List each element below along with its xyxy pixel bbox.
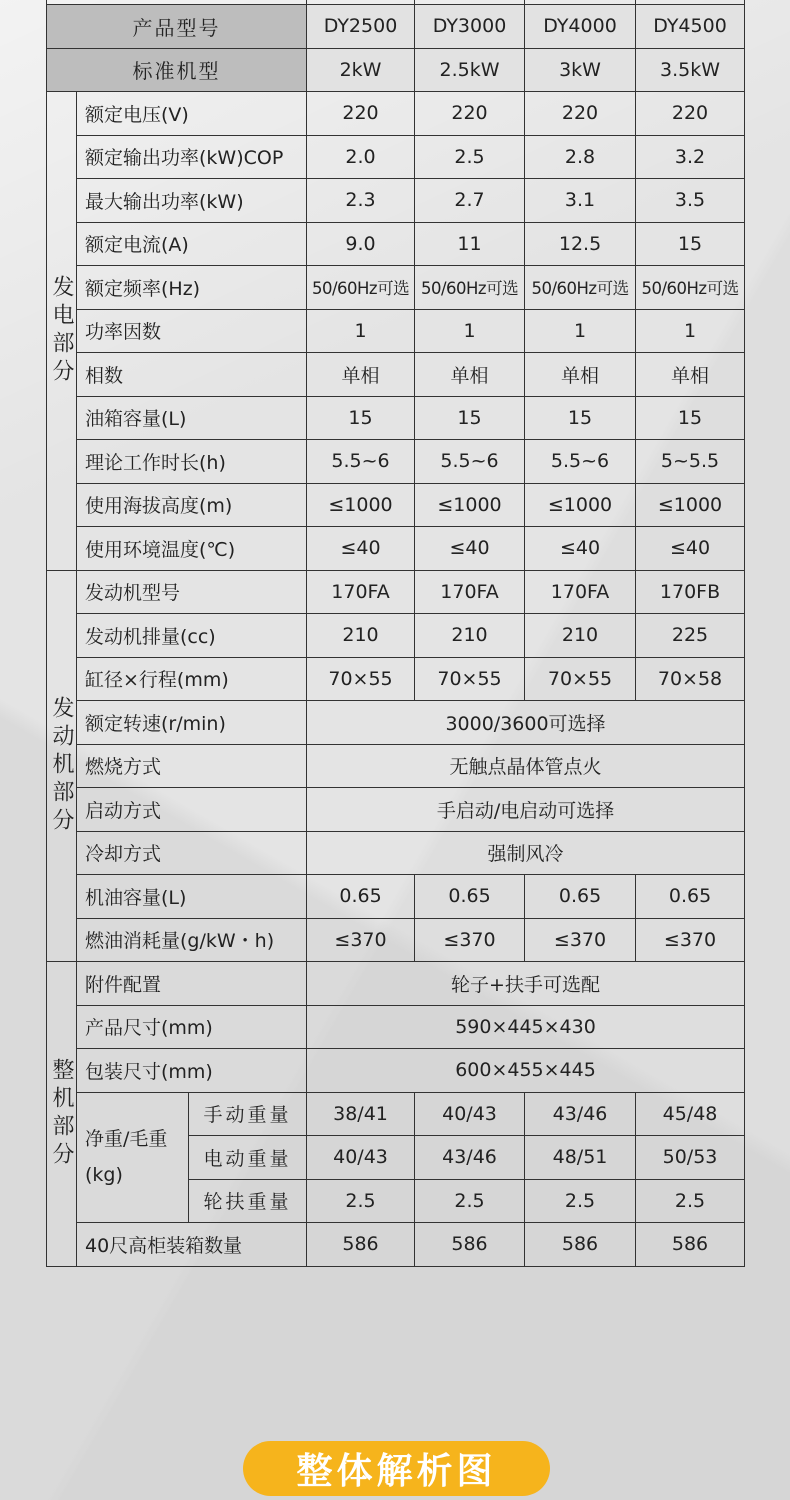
value-cell: ≤370 [307, 918, 415, 962]
value-cell: 2.3 [307, 179, 415, 223]
param-label: 冷却方式 [77, 831, 307, 875]
param-label: 燃烧方式 [77, 744, 307, 788]
value-cell: 220 [636, 92, 745, 136]
weight-label-line2: (kg) [85, 1164, 123, 1187]
value-cell: 0.65 [307, 875, 415, 919]
model-cell: DY4000 [525, 5, 636, 49]
param-label: 机油容量(L) [77, 875, 307, 919]
param-label: 启动方式 [77, 788, 307, 832]
type-cell: 2.5kW [415, 48, 525, 92]
param-label: 发动机型号 [77, 570, 307, 614]
table-row [47, 744, 745, 788]
sub-label: 轮扶重量 [189, 1179, 307, 1223]
overview-banner: 整体解析图 [243, 1441, 550, 1496]
value-cell: 2.5 [307, 1179, 415, 1223]
value-cell: ≤1000 [636, 483, 745, 527]
param-label: 额定电流(A) [77, 222, 307, 266]
table-row [47, 875, 745, 919]
value-cell: 220 [415, 92, 525, 136]
table-row [47, 92, 745, 136]
value-cell: 15 [307, 396, 415, 440]
table-row [47, 788, 745, 832]
param-label: 燃油消耗量(g/kW・h) [77, 918, 307, 962]
value-cell: ≤40 [636, 527, 745, 571]
value-cell: 2.8 [525, 135, 636, 179]
value-cell: 220 [525, 92, 636, 136]
value-cell: 3.5 [636, 179, 745, 223]
sub-label: 电动重量 [189, 1136, 307, 1180]
value-cell: 40/43 [415, 1092, 525, 1136]
table-row [47, 179, 745, 223]
table-row [47, 701, 745, 745]
value-cell: 210 [525, 614, 636, 658]
value-cell: 50/60Hz可选 [415, 266, 525, 310]
value-cell: 单相 [636, 353, 745, 397]
value-cell: ≤1000 [307, 483, 415, 527]
value-cell: 2.5 [636, 1179, 745, 1223]
param-label: 最大输出功率(kW) [77, 179, 307, 223]
type-cell: 3kW [525, 48, 636, 92]
param-label: 额定电压(V) [77, 92, 307, 136]
value-cell: 1 [636, 309, 745, 353]
value-cell: 15 [636, 222, 745, 266]
table-row [47, 483, 745, 527]
table-row [47, 1092, 745, 1136]
type-cell: 3.5kW [636, 48, 745, 92]
table-row [47, 570, 745, 614]
table-row [47, 657, 745, 701]
table-row [47, 527, 745, 571]
param-label: 额定输出功率(kW)COP [77, 135, 307, 179]
value-cell: 1 [307, 309, 415, 353]
value-cell: 2.5 [415, 1179, 525, 1223]
table-row [47, 1223, 745, 1267]
param-label: 理论工作时长(h) [77, 440, 307, 484]
type-row [47, 48, 745, 92]
value-cell: 220 [307, 92, 415, 136]
value-cell: 210 [415, 614, 525, 658]
value-cell: 70×58 [636, 657, 745, 701]
param-label: 油箱容量(L) [77, 396, 307, 440]
value-cell: 48/51 [525, 1136, 636, 1180]
value-cell: 0.65 [636, 875, 745, 919]
value-cell: 225 [636, 614, 745, 658]
value-cell: 5.5~6 [415, 440, 525, 484]
value-cell: ≤1000 [415, 483, 525, 527]
value-cell: 170FB [636, 570, 745, 614]
table-row [47, 396, 745, 440]
param-label: 包装尺寸(mm) [77, 1049, 307, 1093]
value-cell: 2.5 [525, 1179, 636, 1223]
value-cell: 9.0 [307, 222, 415, 266]
model-label: 产品型号 [47, 5, 307, 49]
table-row [47, 614, 745, 658]
value-cell: 3.2 [636, 135, 745, 179]
value-cell: ≤370 [415, 918, 525, 962]
merged-value-cell: 3000/3600可选择 [307, 701, 745, 745]
value-cell: 单相 [307, 353, 415, 397]
table-row [47, 918, 745, 962]
model-row [47, 5, 745, 49]
value-cell: 170FA [307, 570, 415, 614]
table-row [47, 353, 745, 397]
table-row [47, 222, 745, 266]
value-cell: 5~5.5 [636, 440, 745, 484]
value-cell: 2.5 [415, 135, 525, 179]
value-cell: 15 [525, 396, 636, 440]
value-cell: ≤1000 [525, 483, 636, 527]
type-label: 标准机型 [47, 48, 307, 92]
table-row [47, 962, 745, 1006]
weight-label [77, 1092, 189, 1223]
merged-value-cell: 轮子+扶手可选配 [307, 962, 745, 1006]
merged-value-cell: 无触点晶体管点火 [307, 744, 745, 788]
value-cell: 43/46 [415, 1136, 525, 1180]
param-label: 40尺高柜装箱数量 [77, 1223, 307, 1267]
value-cell: 50/53 [636, 1136, 745, 1180]
table-row [47, 1049, 745, 1093]
weight-label-line1: 净重/毛重 [85, 1128, 168, 1151]
value-cell: 2.0 [307, 135, 415, 179]
param-label: 使用海拔高度(m) [77, 483, 307, 527]
value-cell: 单相 [415, 353, 525, 397]
value-cell: 1 [525, 309, 636, 353]
value-cell: 11 [415, 222, 525, 266]
value-cell: 170FA [525, 570, 636, 614]
value-cell: 5.5~6 [525, 440, 636, 484]
table-row [47, 266, 745, 310]
value-cell: 70×55 [525, 657, 636, 701]
param-label: 额定转速(r/min) [77, 701, 307, 745]
value-cell: 单相 [525, 353, 636, 397]
section-engine: 发动机部分 [47, 570, 77, 962]
value-cell: 0.65 [525, 875, 636, 919]
value-cell: 50/60Hz可选 [525, 266, 636, 310]
section-whole: 整机部分 [47, 962, 77, 1267]
value-cell: 70×55 [307, 657, 415, 701]
param-label: 功率因数 [77, 309, 307, 353]
param-label: 发动机排量(cc) [77, 614, 307, 658]
value-cell: 70×55 [415, 657, 525, 701]
value-cell: 210 [307, 614, 415, 658]
spec-table [46, 0, 745, 1267]
value-cell: 0.65 [415, 875, 525, 919]
table-row [47, 1005, 745, 1049]
model-cell: DY2500 [307, 5, 415, 49]
value-cell: 586 [415, 1223, 525, 1267]
value-cell: 1 [415, 309, 525, 353]
value-cell: 12.5 [525, 222, 636, 266]
value-cell: ≤40 [415, 527, 525, 571]
value-cell: 50/60Hz可选 [307, 266, 415, 310]
value-cell: ≤370 [525, 918, 636, 962]
table-row [47, 831, 745, 875]
type-cell: 2kW [307, 48, 415, 92]
value-cell: ≤370 [636, 918, 745, 962]
merged-value-cell: 590×445×430 [307, 1005, 745, 1049]
value-cell: 15 [636, 396, 745, 440]
value-cell: 586 [525, 1223, 636, 1267]
merged-value-cell: 600×455×445 [307, 1049, 745, 1093]
value-cell: ≤40 [307, 527, 415, 571]
value-cell: 5.5~6 [307, 440, 415, 484]
value-cell: ≤40 [525, 527, 636, 571]
section-generator: 发电部分 [47, 92, 77, 571]
value-cell: 3.1 [525, 179, 636, 223]
table-row [47, 135, 745, 179]
param-label: 使用环境温度(℃) [77, 527, 307, 571]
param-label: 缸径×行程(mm) [77, 657, 307, 701]
merged-value-cell: 手启动/电启动可选择 [307, 788, 745, 832]
value-cell: 43/46 [525, 1092, 636, 1136]
value-cell: 15 [415, 396, 525, 440]
sub-label: 手动重量 [189, 1092, 307, 1136]
value-cell: 45/48 [636, 1092, 745, 1136]
value-cell: 586 [307, 1223, 415, 1267]
value-cell: 586 [636, 1223, 745, 1267]
value-cell: 170FA [415, 570, 525, 614]
param-label: 相数 [77, 353, 307, 397]
value-cell: 38/41 [307, 1092, 415, 1136]
value-cell: 2.7 [415, 179, 525, 223]
param-label: 产品尺寸(mm) [77, 1005, 307, 1049]
model-cell: DY3000 [415, 5, 525, 49]
table-row [47, 309, 745, 353]
merged-value-cell: 强制风冷 [307, 831, 745, 875]
param-label: 附件配置 [77, 962, 307, 1006]
value-cell: 50/60Hz可选 [636, 266, 745, 310]
value-cell: 40/43 [307, 1136, 415, 1180]
model-cell: DY4500 [636, 5, 745, 49]
param-label: 额定频率(Hz) [77, 266, 307, 310]
table-row [47, 440, 745, 484]
